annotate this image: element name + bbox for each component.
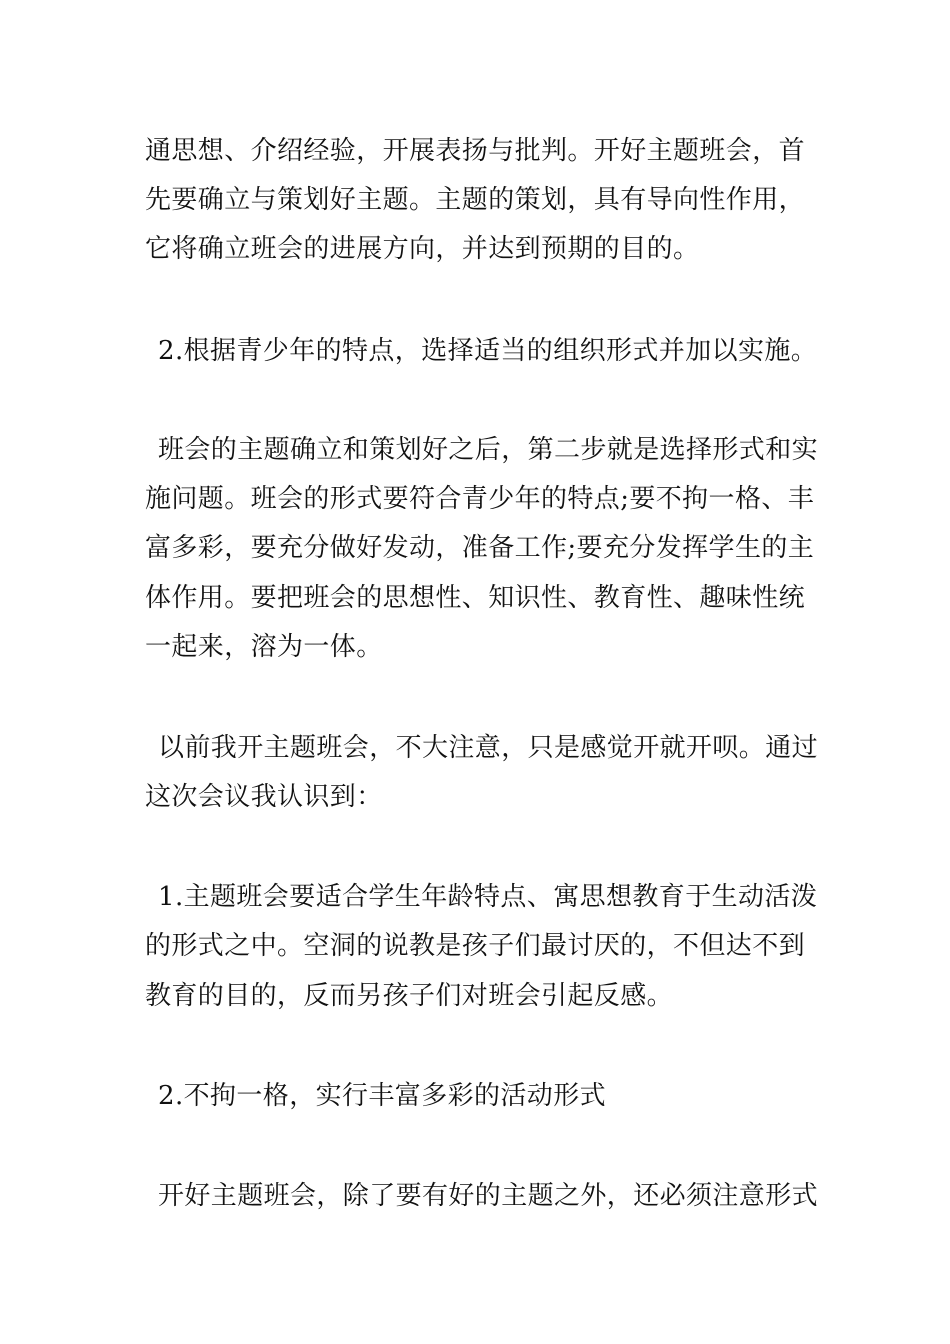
paragraph-2-heading: 2.根据青少年的特点，选择适当的组织形式并加以实施。 [158, 336, 818, 366]
paragraph-1-line-2: 先要确立与策划好主题。主题的策划，具有导向性作用， [145, 185, 806, 215]
paragraph-7-line-1: 开好主题班会，除了要有好的主题之外，还必须注意形式 [158, 1181, 819, 1211]
paragraph-3-line-1: 班会的主题确立和策划好之后，第二步就是选择形式和实 [158, 435, 819, 465]
paragraph-3-line-2: 施问题。班会的形式要符合青少年的特点;要不拘一格、丰 [145, 484, 815, 514]
paragraph-5-line-2: 的形式之中。空洞的说教是孩子们最讨厌的，不但达不到 [145, 931, 806, 961]
paragraph-1-line-3: 它将确立班会的进展方向，并达到预期的目的。 [145, 234, 700, 264]
paragraph-6-heading: 2.不拘一格，实行丰富多彩的活动形式 [158, 1081, 607, 1111]
paragraph-4-line-1: 以前我开主题班会，不大注意，只是感觉开就开呗。通过 [158, 733, 819, 763]
paragraph-4-line-2: 这次会议我认识到： [145, 782, 383, 812]
paragraph-5-line-1: 1.主题班会要适合学生年龄特点、寓思想教育于生动活泼 [158, 882, 818, 912]
paragraph-3-line-3: 富多彩，要充分做好发动，准备工作;要充分发挥学生的主 [145, 533, 815, 563]
paragraph-5-line-3: 教育的目的，反而另孩子们对班会引起反感。 [145, 981, 674, 1011]
paragraph-3-line-5: 一起来，溶为一体。 [145, 632, 383, 662]
paragraph-3-line-4: 体作用。要把班会的思想性、知识性、教育性、趣味性统 [145, 583, 806, 613]
paragraph-1-line-1: 通思想、介绍经验，开展表扬与批判。开好主题班会，首 [145, 136, 806, 166]
